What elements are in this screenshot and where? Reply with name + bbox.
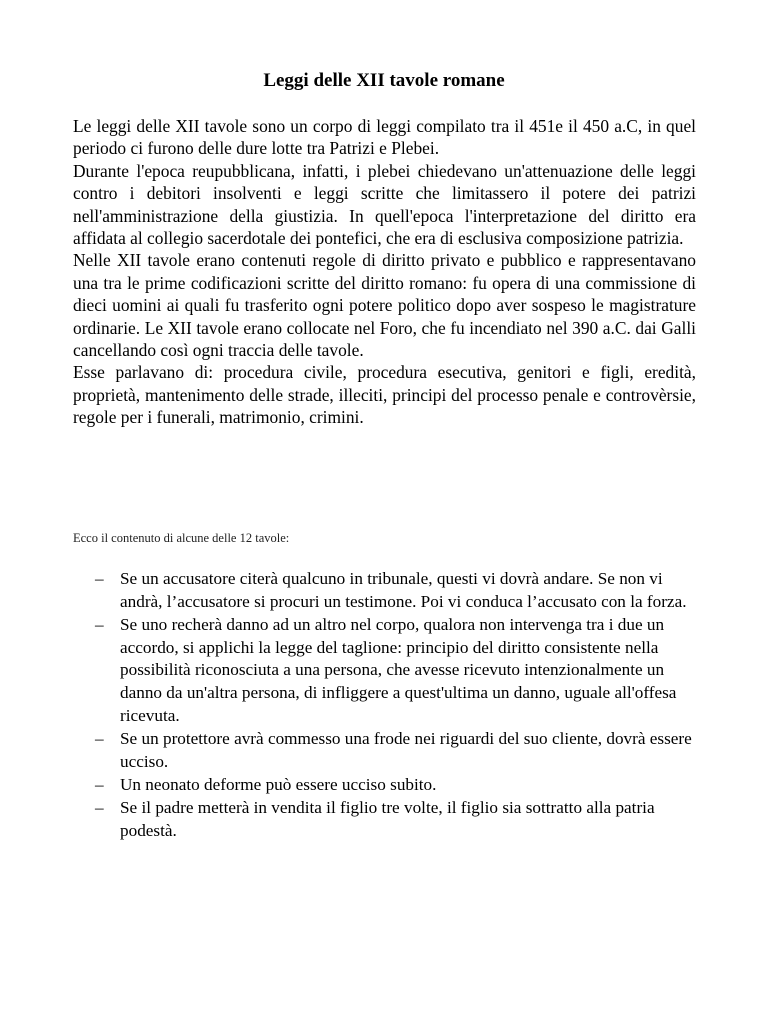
rule-text: Se un protettore avrà commesso una frode nei riguardi del suo cliente, dovrà essere ucciso. — [120, 729, 692, 771]
body-text — [73, 115, 696, 429]
dash-bullet: – — [95, 615, 104, 634]
list-item — [95, 774, 695, 797]
rule-text: Un neonato deforme può essere ucciso subito. — [120, 775, 437, 795]
dash-bullet: – — [95, 569, 104, 588]
list-item — [95, 568, 695, 613]
list-intro: Ecco il contenuto di alcune delle 12 tavole: — [73, 531, 290, 545]
list-item — [95, 728, 695, 773]
rule-text: Se uno recherà danno ad un altro nel corpo, qualora non intervenga tra i due un accordo, si applichi la legge del taglione: principio del diritto consistente nella possibilità riconosciuta a una persona, che avesse ricevuto intenzionalmente un danno da un'altra persona, di infliggere a quest'ultima un danno, uguale all'offesa ricevuta. — [120, 615, 677, 725]
list-item — [95, 614, 695, 728]
rule-text: Se un accusatore citerà qualcuno in tribunale, questi vi dovrà andare. Se non vi andrà, l’accusatore si procuri un testimone. Poi vi conduca l’accusato con la forza. — [120, 569, 687, 611]
dash-bullet: – — [95, 798, 104, 818]
paragraph: Esse parlavano di: procedura civile, procedura esecutiva, genitori e figli, eredità, proprietà, mantenimento delle strade, illeciti, principi del processo penale e controvèrsie, regole per i funerali, matrimonio, crimini. — [73, 362, 696, 428]
paragraph: Le leggi delle XII tavole sono un corpo di leggi compilato tra il 451e il 450 a.C, in quel periodo ci furono delle dure lotte tra Patrizi e Plebei. — [73, 116, 696, 159]
rule-text: Se il padre metterà in vendita il figlio tre volte, il figlio sia sottratto alla patria podestà. — [120, 798, 655, 841]
dash-bullet: – — [95, 729, 104, 749]
rules-list — [95, 568, 695, 843]
list-item — [95, 797, 695, 842]
page-title: Leggi delle XII tavole romane — [263, 70, 505, 91]
paragraph: Durante l'epoca reupubblicana, infatti, i plebei chiedevano un'attenuazione delle leggi contro i debitori insolventi e leggi scritte che limitassero il potere dei patrizi nell'amministrazione della giustizia. In quell'epoca l'interpretazione del diritto era affidata al collegio sacerdotale dei pontefici, che era di esclusiva composizione patrizia. — [73, 160, 696, 249]
paragraph: Nelle XII tavole erano contenuti regole di diritto privato e pubblico e rappresentavano una tra le prime codificazioni scritte del diritto romano: fu opera di una commissione di dieci uomini ai quali fu trasferito ogni potere politico dopo aver sospeso le magistrature ordinarie. Le XII tavole erano collocate nel Foro, che fu incendiato nel 390 a.C. dai Galli cancellando così ogni traccia delle tavole. — [73, 250, 696, 361]
dash-bullet: – — [95, 775, 104, 795]
